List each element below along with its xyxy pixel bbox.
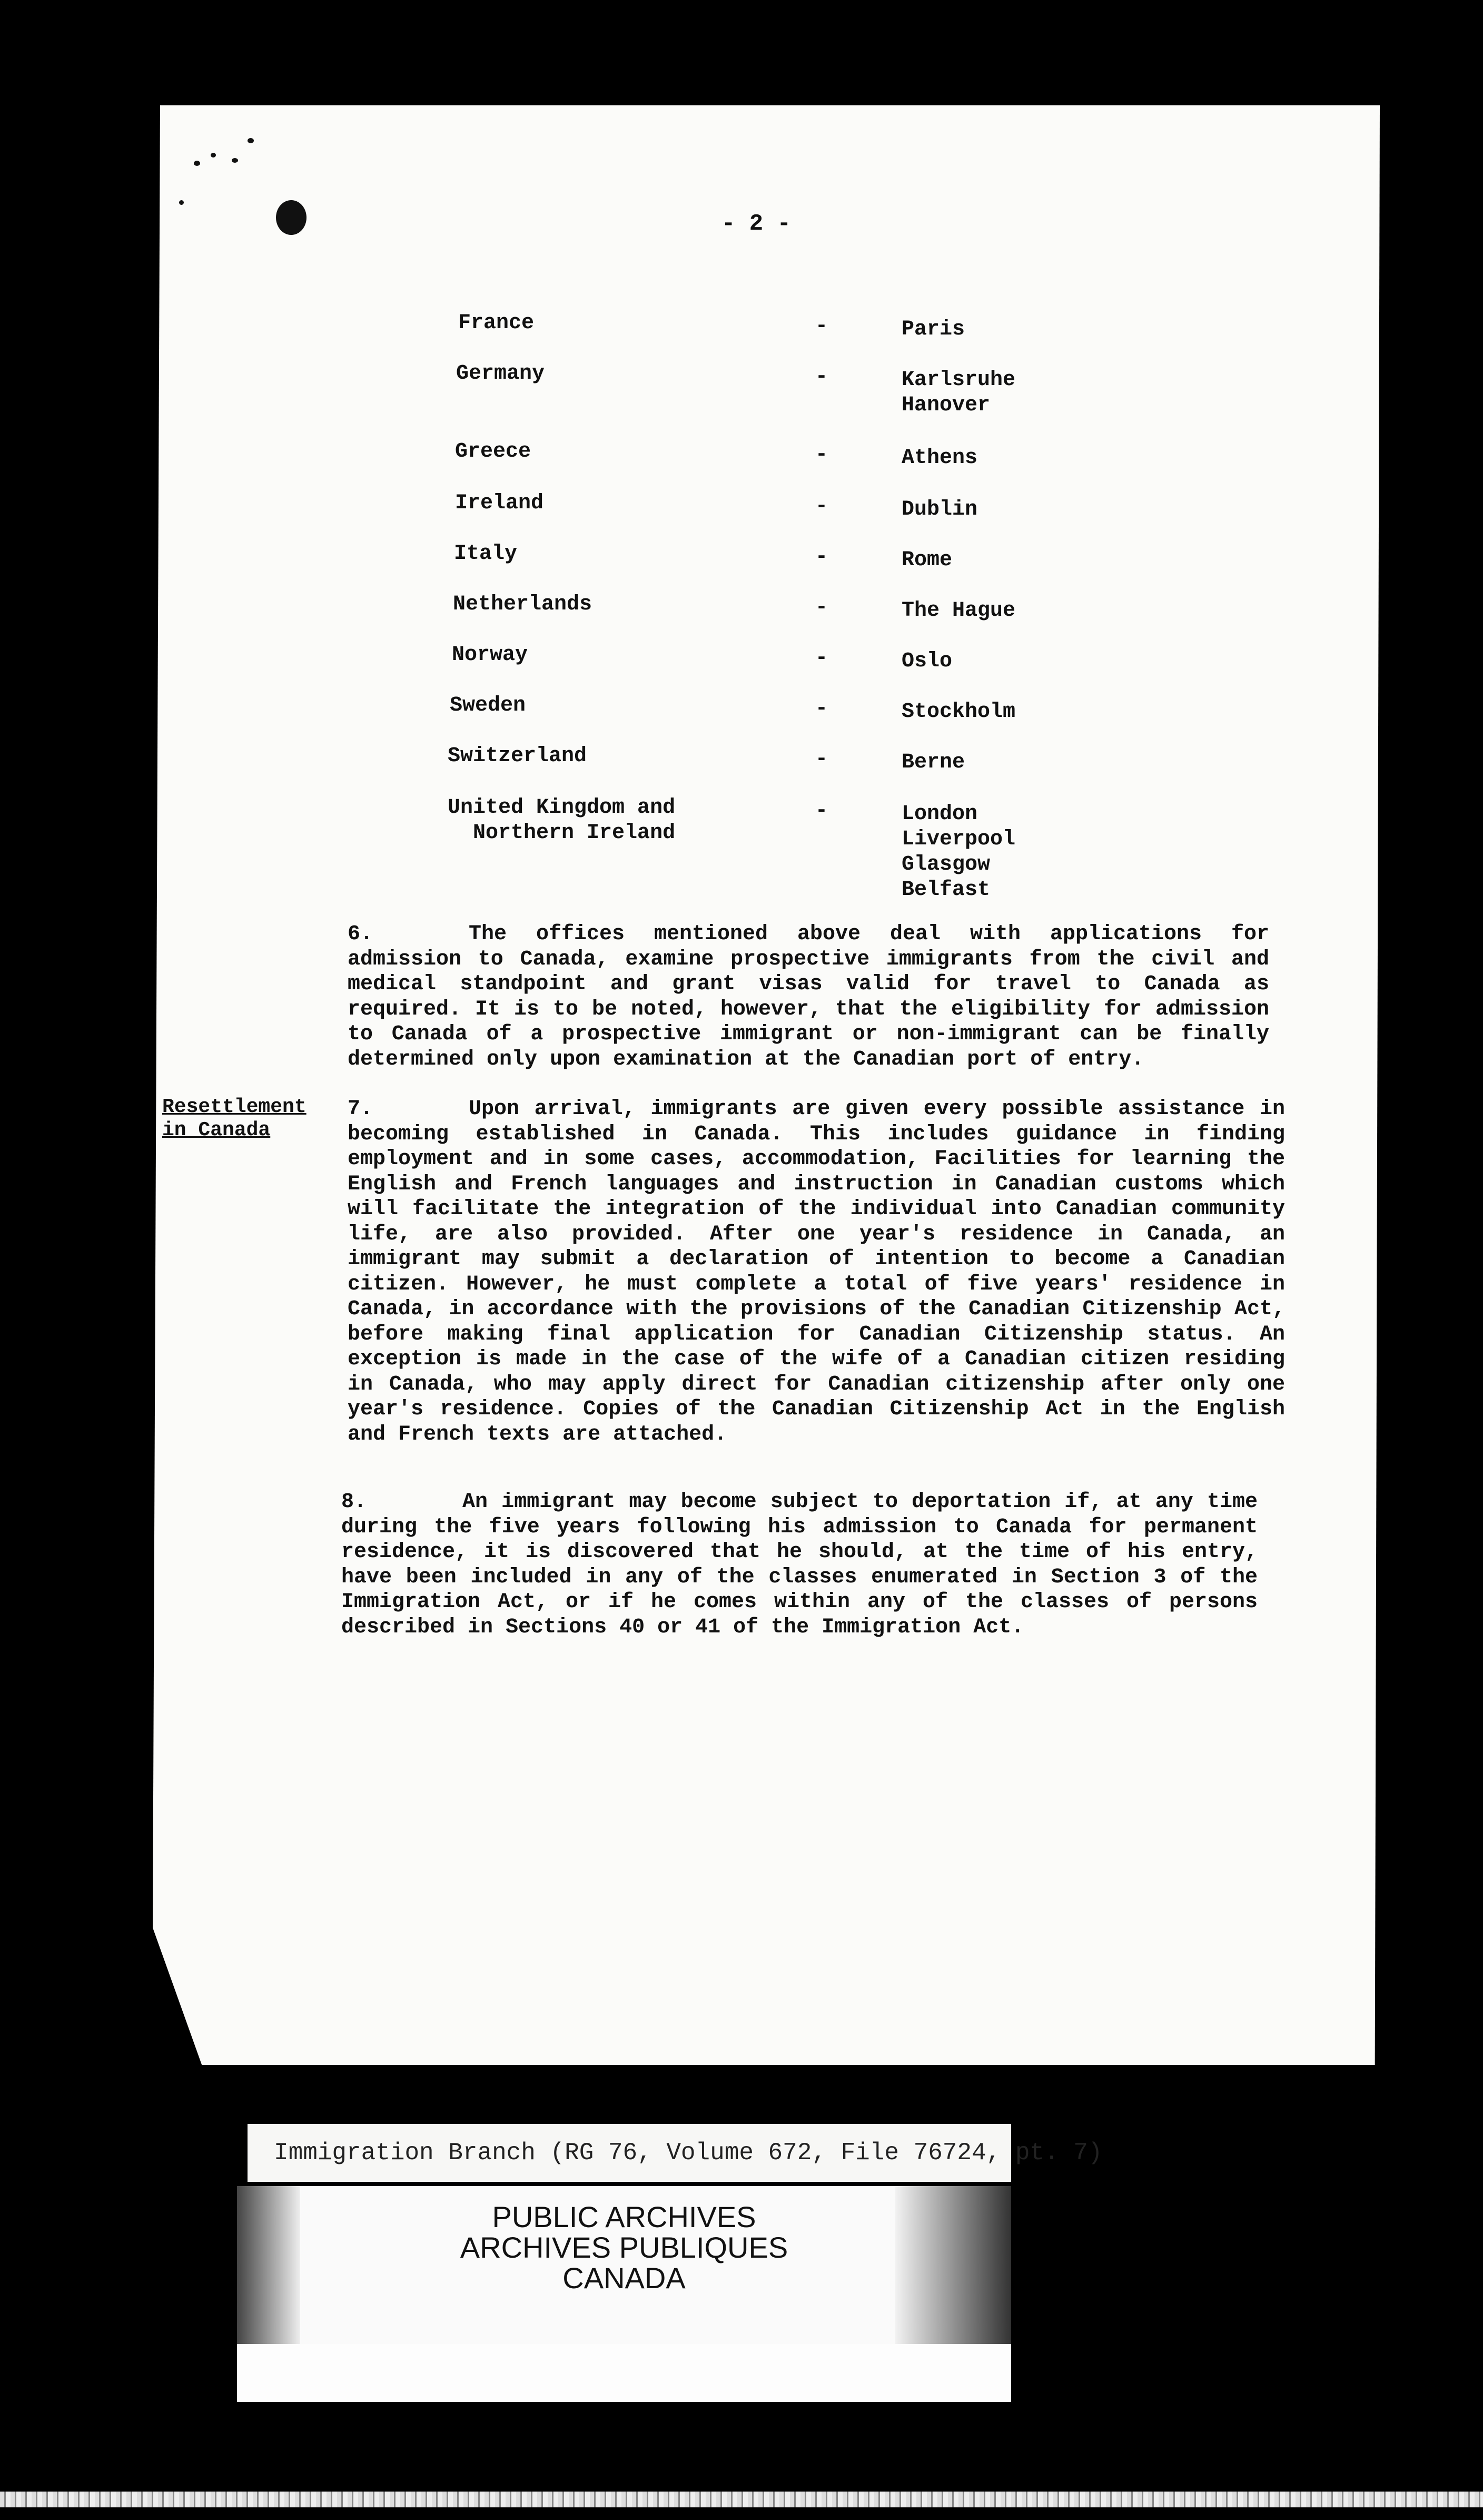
ink-speck — [179, 200, 184, 205]
office-country: Netherlands — [453, 593, 592, 616]
office-dash: - — [815, 443, 828, 467]
office-cities: Karlsruhe Hanover — [902, 368, 1016, 417]
paragraph-text: The offices mentioned above deal with applications for admission to Canada, examine prospective immigrants from the civil and medical standpoint and grant visas valid for travel to Canada as required. It is to be noted, however, that the eligibility for admission to Canada of a prospective immigrant or non-immigrant can be finally determined only upon examination at the Canadian port of entry. — [348, 922, 1269, 1071]
ink-speck — [232, 158, 238, 163]
ink-speck — [211, 153, 216, 158]
office-dash: - — [815, 747, 828, 771]
office-dash: - — [815, 495, 828, 518]
office-country: Ireland — [455, 491, 544, 515]
margin-heading: Resettlement in Canada — [162, 1096, 307, 1141]
office-country: Germany — [456, 362, 545, 386]
office-cities: Oslo — [902, 649, 953, 673]
office-dash: - — [815, 697, 828, 721]
office-cities: Berne — [902, 751, 965, 774]
archive-label: Immigration Branch (RG 76, Volume 672, File 76724, pt. 7) — [248, 2124, 1011, 2182]
page-number: - 2 - — [721, 211, 792, 237]
paragraph-7 — [348, 1097, 1285, 1447]
office-country: Greece — [455, 440, 531, 464]
stamp-line-1: PUBLIC ARCHIVES — [492, 2200, 756, 2233]
ink-speck — [248, 138, 254, 143]
paragraph-6 — [348, 922, 1269, 1072]
office-country: United Kingdom and Northern Ireland — [448, 796, 676, 845]
office-cities: The Hague — [902, 599, 1016, 623]
office-country: France — [458, 311, 535, 335]
paragraph-number: 8. — [341, 1490, 367, 1514]
paragraph-8 — [341, 1490, 1258, 1640]
ink-blot — [276, 200, 307, 235]
film-edge — [0, 2492, 1483, 2507]
stamp-text — [237, 2202, 1011, 2293]
office-country: Switzerland — [448, 744, 587, 768]
office-country: Italy — [454, 542, 518, 566]
office-cities: Stockholm — [902, 700, 1016, 724]
document-page — [153, 105, 1380, 2065]
office-country: Norway — [452, 643, 528, 667]
stamp-line-2: ARCHIVES PUBLIQUES — [460, 2231, 788, 2264]
office-cities: London Liverpool Glasgow Belfast — [902, 802, 1016, 902]
office-dash: - — [815, 545, 828, 569]
stamp-lower-panel — [237, 2344, 1011, 2402]
office-dash: - — [815, 365, 828, 389]
paragraph-text: An immigrant may become subject to deportation if, at any time during the five years following his admission to Canada for permanent residence, it is discovered that he should, at the time of his entry, have been included in any of the classes enumerated in Section 3 of the Immigration Act, or if he comes within any of the classes of persons described in Sections 40 or 41 of the Immigration Act. — [341, 1490, 1258, 1639]
paragraph-text: Upon arrival, immigrants are given every possible assistance in becoming established in Canada. This includes guidance in finding employment and in some cases, accommodation, Facilities for learning the English and French languages and instruction in Canadian customs which will facilitate the integration of the individual into Canadian community life, are also provided. After one year's residence in Canada, an immigrant may submit a declaration of intention to become a Canadian citizen. However, he must complete a total of five years' residence in Canada, in accordance with the provisions of the Canadian Citizenship Act, before making final application for Canadian Citizenship status. An exception is made in the case of the wife of a Canadian citizen residing in Canada, who may apply direct for Canadian citizenship after only one year's residence. Copies of the Canadian Citizenship Act in the English and French texts are attached. — [348, 1097, 1285, 1446]
office-dash: - — [815, 646, 828, 670]
paragraph-number: 7. — [348, 1097, 373, 1121]
stamp-line-3: CANADA — [562, 2261, 686, 2295]
archive-stamp — [237, 2186, 1011, 2402]
office-cities: Rome — [902, 548, 953, 572]
office-cities: Dublin — [902, 498, 978, 521]
office-dash: - — [815, 314, 828, 338]
paragraph-number: 6. — [348, 922, 373, 946]
office-dash: - — [815, 596, 828, 619]
office-dash: - — [815, 799, 828, 823]
ink-speck — [194, 161, 200, 166]
office-country: Sweden — [450, 694, 526, 717]
office-cities: Paris — [902, 318, 965, 341]
office-cities: Athens — [902, 446, 978, 470]
